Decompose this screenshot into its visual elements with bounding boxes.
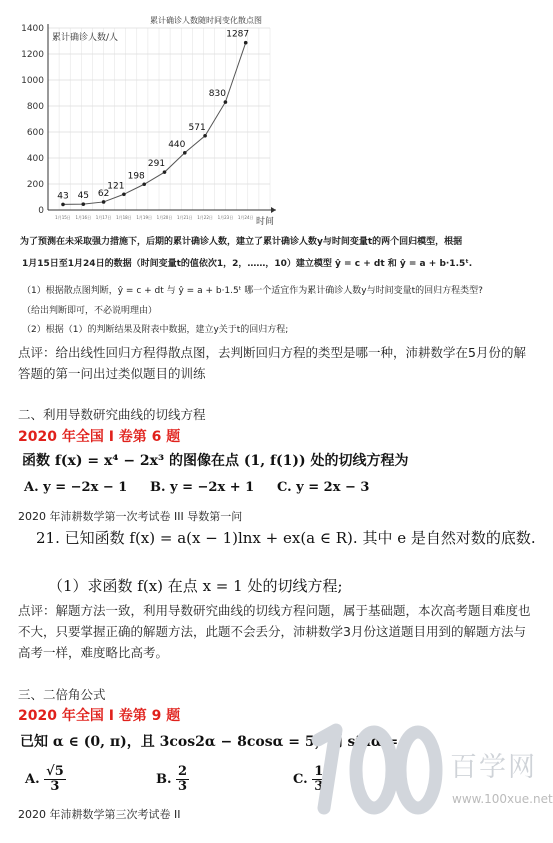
section-2-q21-sub: （1）求函数 f(x) 在点 x = 1 处的切线方程; bbox=[48, 577, 343, 595]
x-tick-label: 1月21日 bbox=[176, 215, 193, 220]
data-label: 45 bbox=[77, 191, 90, 202]
section-3-title: 三、二倍角公式 bbox=[18, 687, 106, 702]
section-2-option-a: A. y = −2x − 1 bbox=[24, 480, 128, 495]
data-label: 198 bbox=[127, 171, 145, 182]
data-label: 121 bbox=[107, 181, 125, 192]
problem-q1-note: （给出判断即可，不必说明理由） bbox=[22, 306, 158, 316]
data-point bbox=[82, 202, 86, 206]
data-point bbox=[122, 192, 126, 196]
data-point bbox=[183, 151, 187, 155]
logo-digit-1 bbox=[318, 730, 336, 808]
option-a-numerator: √5 bbox=[46, 764, 64, 779]
data-point bbox=[142, 182, 146, 186]
y-tick-label: 1000 bbox=[21, 76, 44, 86]
x-axis-label: 时间 bbox=[256, 217, 275, 227]
option-b-label: B. bbox=[156, 772, 172, 787]
section-3-heading: 2020 年全国 I 卷第 9 题 bbox=[18, 708, 181, 724]
comment-1: 点评：给出线性回归方程得散点图，去判断回归方程的类型是哪一种，沛耕数学在5月份的解答题的第一问出过类似题目的训练 bbox=[18, 345, 526, 381]
chart-title: 累计确诊人数随时间变化散点图 bbox=[150, 16, 262, 25]
section-2-title: 二、利用导数研究曲线的切线方程 bbox=[18, 407, 206, 422]
option-a-label: A. bbox=[25, 772, 40, 787]
problem-q2: （2）根据（1）的判断结果及附表中数据，建立y关于t的回归方程; bbox=[22, 325, 289, 335]
data-point bbox=[61, 203, 65, 207]
scatter-chart bbox=[0, 22, 290, 232]
x-tick-label: 1月19日 bbox=[136, 215, 153, 220]
section-2-question: 函数 f(x) = x⁴ − 2x³ 的图像在点 (1, f(1)) 处的切线方程为 bbox=[22, 453, 409, 469]
watermark-url: www.100xue.net bbox=[452, 792, 553, 806]
data-point bbox=[203, 134, 207, 138]
data-label: 440 bbox=[168, 139, 186, 150]
data-point bbox=[244, 41, 248, 45]
chart-axes bbox=[48, 24, 276, 213]
option-a-fraction bbox=[44, 765, 66, 794]
x-tick-label: 1月18日 bbox=[116, 215, 132, 220]
option-b-numerator: 2 bbox=[178, 764, 188, 779]
chart-points bbox=[61, 41, 247, 206]
x-tick-label: 1月20日 bbox=[156, 215, 173, 220]
watermark-brand: 百学网 bbox=[450, 752, 537, 783]
data-point bbox=[224, 100, 228, 104]
section-2-q21: 21. 已知函数 f(x) = a(x − 1)lnx + ex(a ∈ R). 其中 e 是自然对数的底数. bbox=[36, 529, 536, 547]
section-3-option-b bbox=[156, 765, 189, 794]
option-c-label: C. bbox=[293, 772, 308, 787]
data-label: 62 bbox=[97, 188, 110, 199]
x-tick-label: 1月16日 bbox=[75, 215, 92, 220]
section-3-ref: 2020 年沛耕数学第三次考试卷 II bbox=[18, 808, 181, 821]
x-tick-label: 1月15日 bbox=[55, 215, 71, 220]
logo-digit-0-b bbox=[400, 732, 436, 808]
watermark-logo bbox=[300, 712, 450, 817]
option-c-numerator: 1 bbox=[314, 764, 324, 779]
section-2-option-b: B. y = −2x + 1 bbox=[150, 480, 255, 495]
data-label: 291 bbox=[147, 159, 166, 170]
chart-trend-curve bbox=[63, 43, 246, 205]
x-tick-label: 1月22日 bbox=[197, 215, 213, 220]
option-c-denominator: 3 bbox=[314, 779, 324, 794]
section-3-question: 已知 α ∈ (0, π)，且 3cos2α − 8cosα = 5，则 sinα = bbox=[20, 734, 399, 750]
x-axis-arrow bbox=[271, 207, 276, 213]
x-tick-label: 1月23日 bbox=[217, 215, 234, 220]
y-tick-label: 200 bbox=[26, 180, 44, 190]
data-label: 571 bbox=[188, 122, 206, 133]
option-a-denominator: 3 bbox=[50, 779, 60, 794]
problem-intro-2: 1月15日至1月24日的数据（时间变量t的值依次1，2，……，10）建立模型 ŷ = c + dt 和 ŷ = a + b·1.5ᵗ. bbox=[22, 259, 473, 269]
y-tick-label: 1200 bbox=[21, 50, 44, 60]
problem-intro-1: 为了预测在未采取强力措施下，后期的累计确诊人数，建立了累计确诊人数y与时间变量t的两个回归模型，根据 bbox=[20, 237, 463, 247]
data-label: 43 bbox=[57, 191, 69, 202]
option-b-denominator: 3 bbox=[178, 779, 188, 794]
y-tick-label: 1400 bbox=[21, 24, 44, 34]
y-axis-label: 累计确诊人数/人 bbox=[52, 33, 119, 43]
section-2-comment: 点评：解题方法一致，利用导数研究曲线的切线方程问题，属于基础题，本次高考题目难度也不大，只要掌握正确的解题方法，此题不会丢分，沛耕数学3月份这道题目用到的解题方法与高考一样，难度略比高考。 bbox=[18, 603, 531, 660]
section-2-heading: 2020 年全国 I 卷第 6 题 bbox=[18, 429, 181, 445]
x-tick-label: 1月17日 bbox=[95, 215, 112, 220]
logo-digit-0-a bbox=[356, 732, 392, 808]
y-tick-label: 0 bbox=[38, 206, 44, 216]
data-label: 830 bbox=[208, 89, 226, 100]
section-2-option-c: C. y = 2x − 3 bbox=[277, 480, 370, 495]
data-label: 1287 bbox=[226, 29, 250, 40]
y-tick-label: 800 bbox=[26, 102, 44, 112]
problem-q1: （1）根据散点图判断，ŷ = c + dt 与 ŷ = a + b·1.5ᵗ 哪一个适宜作为累计确诊人数y与时间变量t的回归方程类型? bbox=[22, 286, 483, 296]
data-point bbox=[163, 170, 167, 174]
option-b-fraction bbox=[176, 765, 189, 794]
x-tick-label: 1月24日 bbox=[237, 215, 254, 220]
data-point bbox=[102, 200, 106, 204]
chart-grid bbox=[48, 28, 270, 210]
y-tick-label: 600 bbox=[26, 128, 44, 138]
trend-line bbox=[63, 43, 246, 205]
y-tick-label: 400 bbox=[26, 154, 44, 164]
section-2-ref: 2020 年沛耕数学第一次考试卷 III 导数第一问 bbox=[18, 510, 243, 523]
section-3-option-a bbox=[25, 765, 66, 794]
